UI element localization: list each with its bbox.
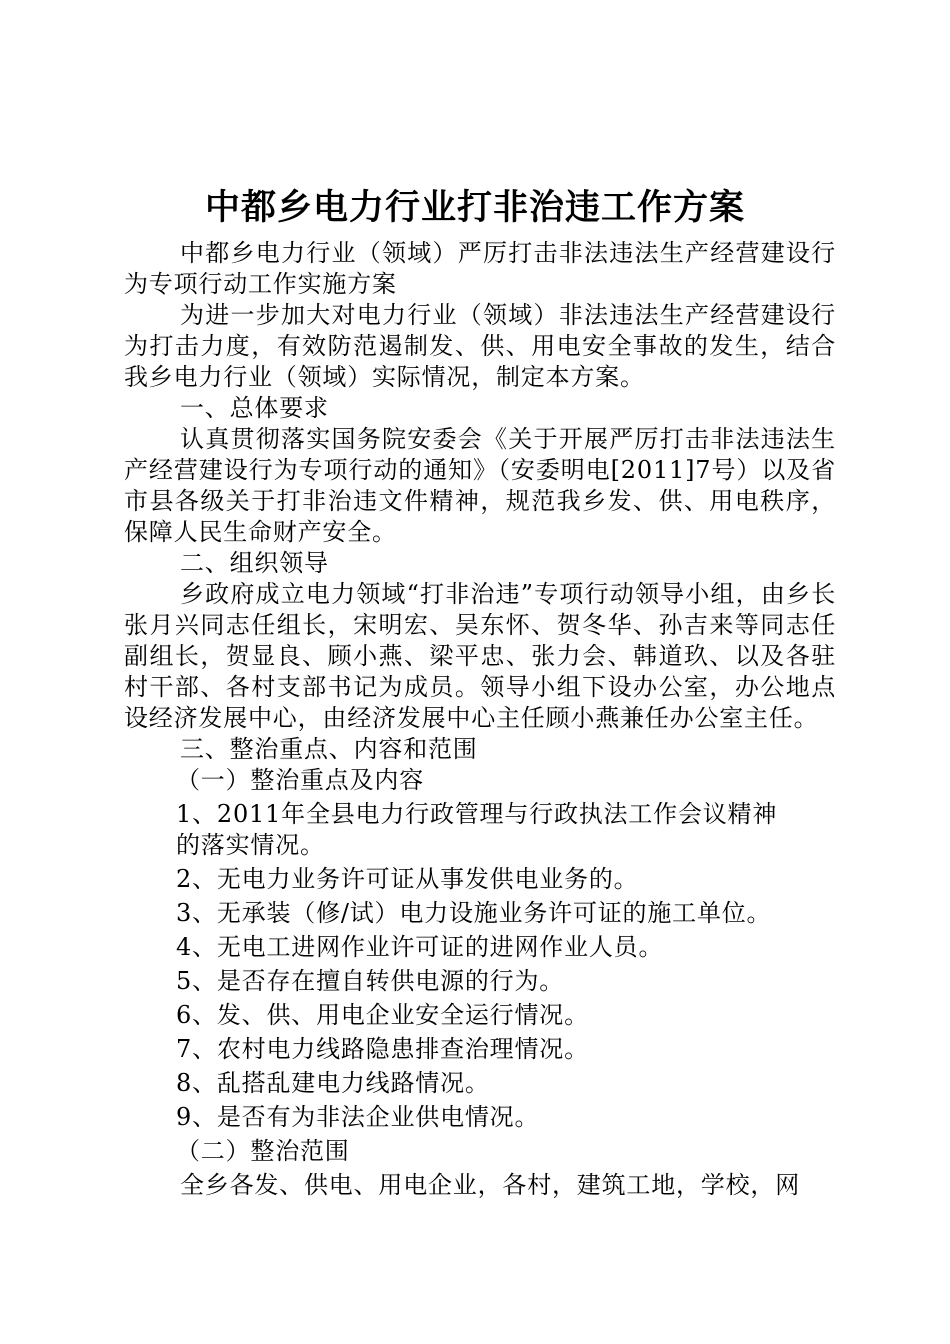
list-item: 9、是否有为非法企业供电情况。 <box>176 1103 540 1131</box>
section-heading-organization: 二、组织领导 <box>180 549 329 577</box>
subsection-heading-scope: （二）整治范围 <box>176 1137 350 1165</box>
list-item: 2、无电力业务许可证从事发供电业务的。 <box>176 865 639 893</box>
list-item: 7、农村电力线路隐患排查治理情况。 <box>176 1035 589 1063</box>
purpose-paragraph: 为进一步加大对电力行业（领域）非法违法生产经营建设行为打击力度，有效防范遏制发、供、用电安全事故的发生，结合我乡电力行业（领域）实际情况，制定本方案。 <box>124 301 836 391</box>
list-item: 8、乱搭乱建电力线路情况。 <box>176 1069 490 1097</box>
list-item: 5、是否存在擅自转供电源的行为。 <box>176 967 565 995</box>
list-item: 4、无电工进网作业许可证的进网作业人员。 <box>176 933 664 961</box>
list-item: 3、无承装（修/试）电力设施业务许可证的施工单位。 <box>176 899 772 927</box>
page-title: 中都乡电力行业打非治违工作方案 <box>204 188 745 228</box>
scope-paragraph: 全乡各发、供电、用电企业，各村，建筑工地，学校，网 <box>180 1171 800 1199</box>
list-item: 6、发、供、用电企业安全运行情况。 <box>176 1001 589 1029</box>
list-item-line: 1、2011年全县电力行政管理与行政执法工作会议精神 <box>176 800 778 828</box>
organization-paragraph: 乡政府成立电力领域“打非治违”专项行动领导小组，由乡长张月兴同志任组长，宋明宏、吴东怀、贺冬华、孙吉来等同志任副组长，贺显良、顾小燕、梁平忠、张力会、韩道玖、以及各驻村干部、各村支部书记为成员。领导小组下设办公室，办公地点设经济发展中心，由经济发展中心主任顾小燕兼任办公室主任。 <box>124 580 836 732</box>
list-item <box>124 799 836 861</box>
document-body <box>124 238 836 1201</box>
section-heading-general-requirements: 一、总体要求 <box>180 394 329 422</box>
section-heading-rectification: 三、整治重点、内容和范围 <box>180 735 478 763</box>
general-requirements-paragraph: 认真贯彻落实国务院安委会《关于开展严厉打击非法违法生产经营建设行为专项行动的通知》（安委明电[2011]7号）以及省市县各级关于打非治违文件精神，规范我乡发、供、用电秩序，保障人民生命财产安全。 <box>124 425 836 546</box>
list-item-line: 的落实情况。 <box>176 831 325 859</box>
intro-paragraph: 中都乡电力行业（领域）严厉打击非法违法生产经营建设行为专项行动工作实施方案 <box>124 239 836 298</box>
subsection-heading-key-points: （一）整治重点及内容 <box>176 766 424 794</box>
